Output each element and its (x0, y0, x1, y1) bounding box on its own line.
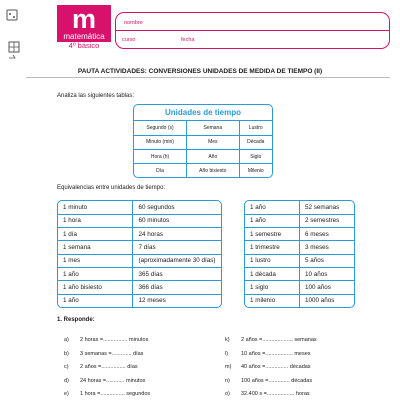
units-table-cell: Década (239, 135, 272, 149)
decorative-doodles-icon (5, 8, 35, 63)
equivalence-row (245, 214, 354, 227)
question-item (225, 337, 317, 343)
question-item (225, 391, 310, 397)
equivalence-row (58, 254, 221, 267)
equivalence-value-cell: 10 años (300, 267, 355, 280)
question-item (64, 337, 148, 343)
equivalence-unit-cell: 1 año (58, 294, 133, 307)
question-letter: l) (225, 350, 229, 357)
equivalence-unit-cell: 1 minuto (58, 201, 133, 214)
question-item (225, 364, 311, 370)
question-text: 40 años =............... décadas (241, 364, 311, 370)
question-text: 1 hora =................ segundos (80, 391, 151, 397)
question-letter: m) (225, 364, 232, 370)
equivalences-title: Equivalencias entre unidades de tiempo: (57, 185, 166, 191)
equivalence-value-cell: 7 días (133, 241, 221, 254)
equivalence-unit-cell: 1 año bisiesto (58, 281, 133, 294)
equivalence-value-cell: 3 meses (300, 241, 355, 254)
equivalence-row (58, 267, 221, 280)
question-letter: d) (64, 377, 69, 384)
units-table-cell: Año bisiesto (187, 164, 239, 178)
equivalence-value-cell: 366 días (133, 281, 221, 294)
question-item (64, 378, 145, 384)
equivalence-value-cell: (aproximadamente 30 días) (133, 254, 221, 267)
equivalence-row (58, 201, 221, 214)
equivalence-row (245, 294, 354, 307)
equivalence-row (58, 214, 221, 227)
equivalence-row (245, 201, 354, 214)
equivalence-unit-cell: 1 semana (58, 241, 133, 254)
logo-word: matemática (63, 32, 105, 41)
equivalence-row (245, 228, 354, 241)
units-table-cell: Segundo (s) (134, 121, 187, 135)
units-table-cell: Año (187, 150, 239, 164)
equivalence-row (58, 228, 221, 241)
question-text: 2 años =.................... semanas (241, 337, 317, 343)
question-item (225, 378, 312, 384)
units-table-row (134, 150, 272, 164)
right-equivalence-grid (245, 201, 354, 307)
equivalence-value-cell: 12 meses (138, 297, 166, 305)
equivalence-unit-cell: 1 año (245, 214, 300, 227)
name-field-label: nombre (124, 20, 143, 26)
question-text: 24 horas =............ minutos (80, 377, 146, 384)
question-letter: n) (225, 377, 230, 384)
left-equivalence-grid (58, 201, 221, 307)
equivalence-unit-cell: 1 siglo (245, 281, 300, 294)
equivalence-unit-cell: 1 semestre (245, 228, 300, 241)
logo-letter: m (71, 4, 96, 34)
question-item (64, 351, 143, 357)
equivalence-value-cell: 60 segundos (133, 201, 221, 214)
units-table-row (134, 121, 272, 135)
units-table-cell: Lustro (239, 121, 272, 135)
units-table-cell: Milenio (247, 168, 264, 175)
right-equivalence-table (244, 200, 355, 308)
title-divider (26, 77, 390, 78)
grade-label: 4º básico (68, 41, 100, 50)
left-equivalence-table (57, 200, 222, 308)
student-info-box (115, 12, 390, 49)
equivalence-row (58, 294, 221, 307)
equivalence-row (58, 241, 221, 254)
equivalence-unit-cell: 1 lustro (245, 254, 300, 267)
equivalence-row (245, 267, 354, 280)
equivalence-value-cell: 100 años (300, 281, 355, 294)
date-field-label: fecha (181, 37, 195, 43)
equivalence-value-cell: 24 horas (133, 228, 221, 241)
matematica-logo (57, 5, 111, 42)
equivalence-unit-cell: 1 año (58, 267, 133, 280)
equivalence-value-cell: 52 semanas (300, 201, 355, 214)
page-title: PAUTA ACTIVIDADES: CONVERSIONES UNIDADES DE MEDIDA DE TIEMPO (II) (77, 68, 323, 75)
equivalence-row (58, 281, 221, 294)
question-text: 10 años =.................. meses (241, 350, 311, 357)
equivalence-value-cell: 2 semestres (300, 214, 355, 227)
questions-heading: 1. Responde: (57, 317, 95, 323)
equivalence-row (245, 241, 354, 254)
units-table-row (134, 164, 272, 178)
units-table-cell: Siglo (239, 150, 272, 164)
divider (116, 30, 389, 31)
equivalence-value-cell: 6 meses (300, 228, 355, 241)
units-table-row (134, 135, 272, 149)
equivalence-unit-cell: 1 mes (58, 254, 133, 267)
course-field-label: curso (122, 37, 136, 43)
question-letter: k) (225, 337, 230, 343)
units-table-grid (134, 121, 272, 178)
equivalence-unit-cell: 1 milenio (245, 294, 300, 307)
equivalence-value-cell: 5 años (300, 254, 355, 267)
equivalence-value-cell: 365 días (133, 267, 221, 280)
equivalence-unit-cell: 1 día (58, 228, 133, 241)
question-text: 100 años =.............. décadas (241, 377, 313, 384)
equivalence-unit-cell: 1 trimestre (245, 241, 300, 254)
question-text: 2 años =................ días (80, 364, 138, 370)
equivalence-unit-cell: 1 hora (58, 214, 133, 227)
question-letter: e) (64, 391, 69, 397)
question-letter: a) (64, 337, 69, 343)
units-table-cell: Mes (187, 135, 239, 149)
question-letter: c) (64, 364, 69, 370)
equivalence-row (245, 254, 354, 267)
question-letter: b) (64, 350, 69, 357)
units-table (133, 104, 273, 178)
equivalence-value-cell: 1000 años (305, 297, 335, 305)
instruction-text: Analiza las siguientes tablas: (57, 93, 135, 99)
question-text: 32.400 s =.................. horas (241, 391, 310, 397)
question-text: 2 horas =................ minutos (80, 337, 149, 343)
units-table-cell: Minuto (min) (134, 135, 187, 149)
units-table-heading: Unidades de tiempo (134, 105, 272, 121)
units-table-cell: Semana (187, 121, 239, 135)
question-letter: o) (225, 391, 230, 397)
question-item (225, 351, 311, 357)
equivalence-row (245, 281, 354, 294)
question-text: 3 semanas =............. días (80, 350, 144, 357)
question-item (64, 364, 138, 370)
equivalence-unit-cell: 1 año (245, 201, 300, 214)
units-table-cell: Día (134, 164, 187, 178)
question-item (64, 391, 150, 397)
equivalence-value-cell: 60 minutos (133, 214, 221, 227)
units-table-cell: Hora (h) (134, 150, 187, 164)
equivalence-unit-cell: 1 década (245, 267, 300, 280)
